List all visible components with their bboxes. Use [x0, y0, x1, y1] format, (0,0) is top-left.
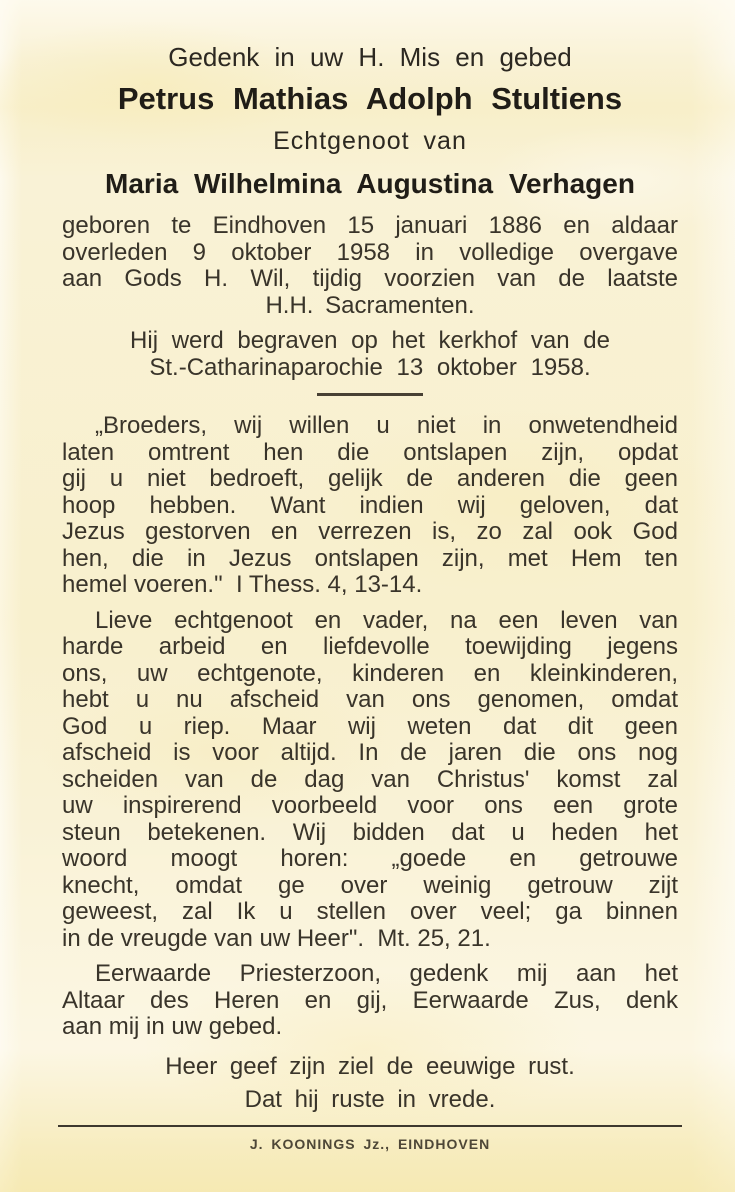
text-line: hebt u nu afscheid van ons genomen, omdat	[62, 686, 678, 713]
text-line: St.-Catharinaparochie 13 oktober 1958.	[149, 353, 591, 381]
text-line: Jezus gestorven en verrezen is, zo zal ook God	[62, 518, 678, 545]
text-line: scheiden van de dag van Christus' komst zal	[62, 765, 678, 793]
text-line: knecht, omdat ge over weinig getrouw zijt	[62, 871, 678, 899]
address-paragraph	[62, 961, 678, 1041]
eulogy-reference-line: in de vreugde van uw Heer". Mt. 25, 21.	[62, 924, 491, 952]
text-line: gij u niet bedroeft, gelijk de anderen die geen	[62, 465, 678, 492]
text-line: laten omtrent hen die ontslapen zijn, opdat	[62, 438, 678, 466]
text-line: H.H. Sacramenten.	[265, 291, 475, 319]
eulogy-paragraph	[62, 608, 678, 953]
deceased-name: Petrus Mathias Adolph Stultiens	[117, 81, 623, 116]
text-line: Hij werd begraven op het kerkhof van de	[130, 327, 610, 354]
life-paragraph	[62, 213, 678, 319]
text-line: geweest, zal Ik u stellen over veel; ga binnen	[62, 898, 678, 925]
text-line: harde arbeid en liefdevolle toewijding jegens	[62, 633, 678, 660]
section-divider	[317, 393, 423, 396]
text-line: geboren te Eindhoven 15 januari 1886 en aldaar	[62, 212, 678, 239]
text-line: afscheid is voor altijd. In de jaren die ons nog	[62, 739, 678, 766]
printer-rule	[58, 1125, 682, 1127]
text-line: steun betekenen. Wij bidden dat u heden het	[62, 818, 678, 846]
text-line: uw inspirerend voorbeeld voor ons een grote	[62, 792, 678, 819]
printer-credit: J. KOONINGS Jz., EINDHOVEN	[249, 1135, 491, 1152]
text-line: aan mij in uw gebed.	[62, 1013, 283, 1040]
text-line: Eerwaarde Priesterzoon, gedenk mij aan het	[95, 960, 678, 987]
text-line: ons, uw echtgenote, kinderen en kleinkinderen,	[62, 659, 678, 687]
spouse-name: Maria Wilhelmina Augustina Verhagen	[105, 168, 635, 199]
text-line: woord moogt horen: „goede en getrouwe	[62, 845, 678, 872]
text-line: God u riep. Maar wij weten dat dit geen	[62, 712, 678, 740]
relation-line: Echtgenoot van	[273, 127, 467, 155]
prayer-line-rest: Heer geef zijn ziel de eeuwige rust.	[165, 1052, 575, 1080]
intro-line: Gedenk in uw H. Mis en gebed	[168, 42, 572, 72]
prayer-line-peace: Dat hij ruste in vrede.	[244, 1085, 496, 1113]
text-line: Lieve echtgenoot en vader, na een leven van	[95, 606, 678, 634]
text-line: hen, die in Jezus ontslapen zijn, met Hem ten	[62, 544, 678, 572]
text-line: Altaar des Heren en gij, Eerwaarde Zus, denk	[62, 986, 678, 1014]
scripture-reference-line: hemel voeren." I Thess. 4, 13-14.	[62, 571, 423, 598]
text-line: aan Gods H. Wil, tijdig voorzien van de laatste	[62, 265, 678, 292]
text-line: overleden 9 oktober 1958 in volledige overgave	[62, 238, 678, 266]
text-line: hoop hebben. Want indien wij geloven, dat	[62, 491, 678, 519]
scripture-paragraph	[62, 413, 678, 599]
burial-paragraph	[62, 328, 678, 381]
text-line: „Broeders, wij willen u niet in onwetendheid	[95, 412, 678, 439]
